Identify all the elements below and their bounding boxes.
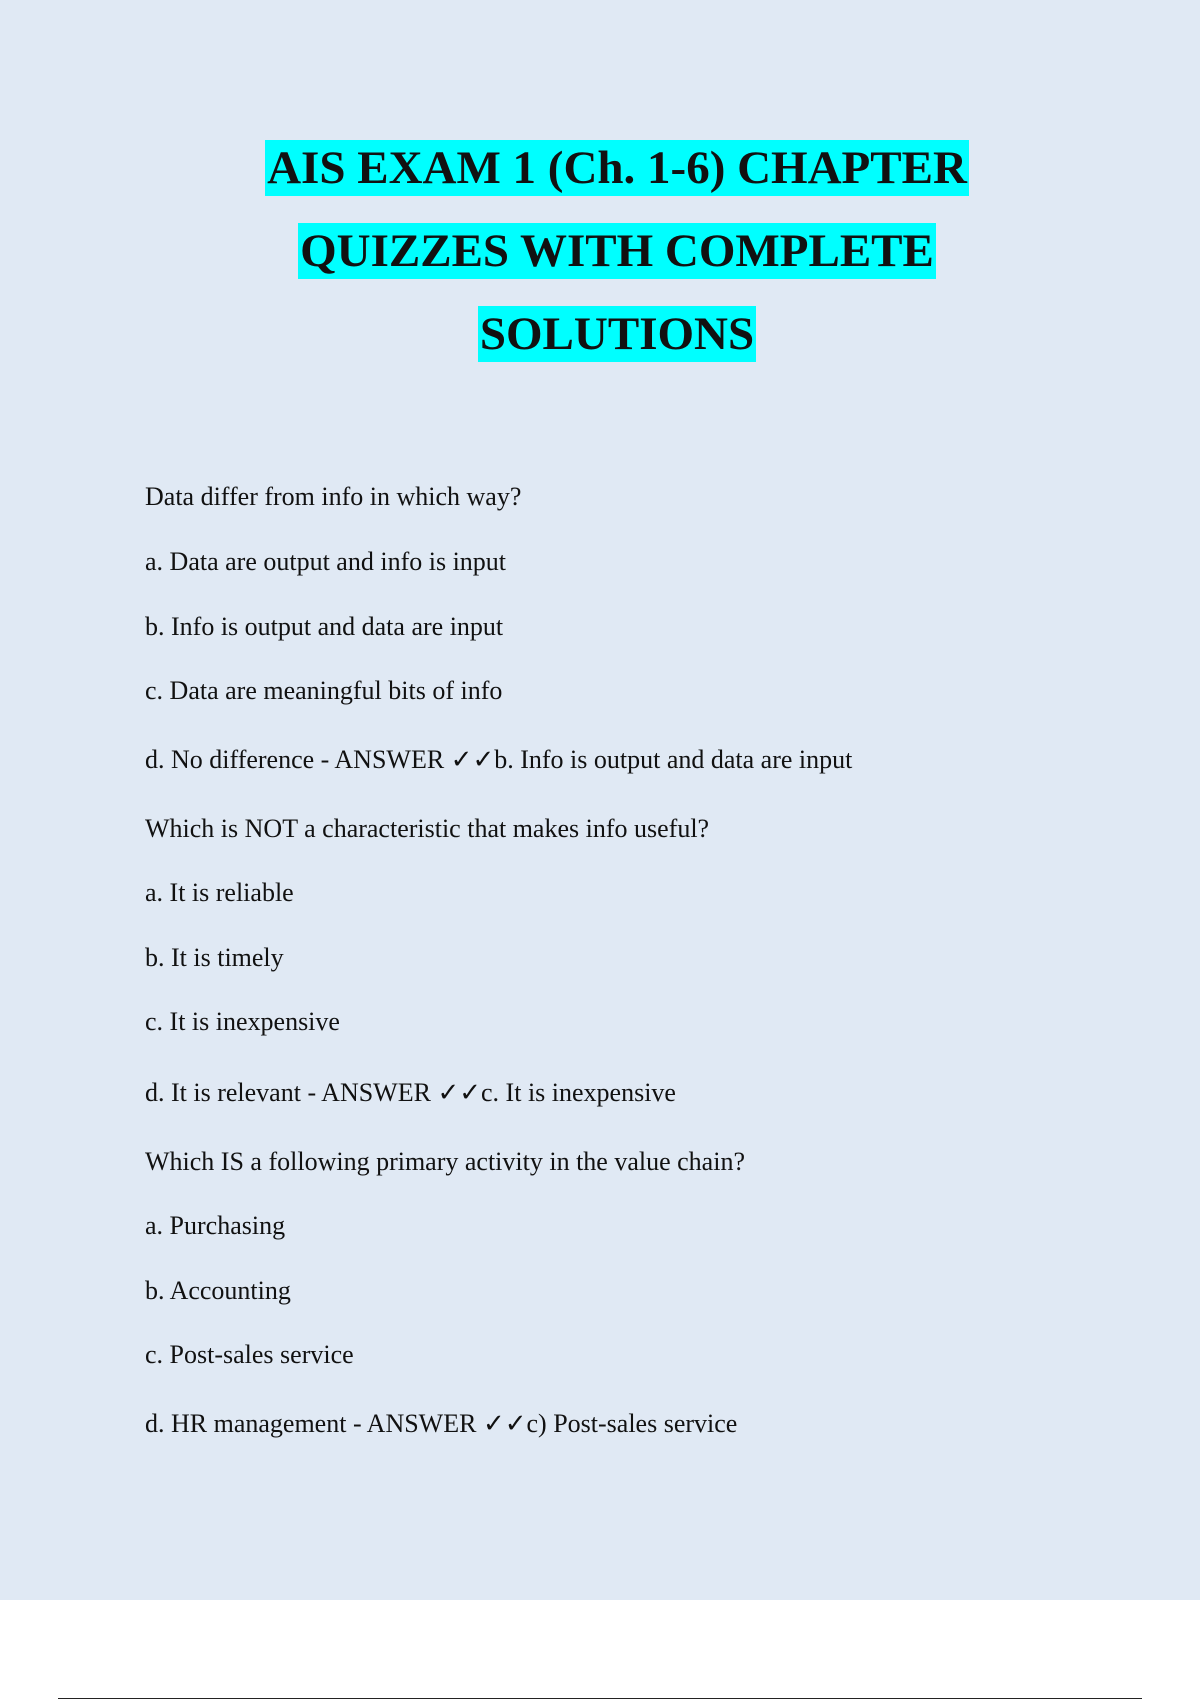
title-line-2: QUIZZES WITH COMPLETE xyxy=(300,225,934,277)
question-1-option-d-answer: d. No difference - ANSWER ✓✓b. Info is output and data are input xyxy=(145,745,853,774)
title-line-3: SOLUTIONS xyxy=(479,308,755,360)
question-1-option-b: b. Info is output and data are input xyxy=(145,612,504,641)
question-2-option-c: c. It is inexpensive xyxy=(145,1007,340,1036)
question-2-option-b: b. It is timely xyxy=(145,943,284,972)
question-1: Data differ from info in which way? xyxy=(145,482,522,511)
question-3-option-a: a. Purchasing xyxy=(145,1211,286,1240)
question-3: Which IS a following primary activity in the value chain? xyxy=(145,1147,745,1176)
question-3-option-b: b. Accounting xyxy=(145,1276,291,1305)
question-3-option-d-answer: d. HR management - ANSWER ✓✓c) Post-sales service xyxy=(145,1409,738,1438)
question-2-option-d-answer: d. It is relevant - ANSWER ✓✓c. It is inexpensive xyxy=(145,1078,676,1107)
page-footer-area xyxy=(0,1600,1200,1700)
question-3-option-c: c. Post-sales service xyxy=(145,1340,354,1369)
question-2: Which is NOT a characteristic that makes info useful? xyxy=(145,814,710,843)
footer-divider xyxy=(58,1698,1142,1699)
question-1-option-a: a. Data are output and info is input xyxy=(145,547,507,576)
title-line-1: AIS EXAM 1 (Ch. 1-6) CHAPTER xyxy=(267,142,967,194)
question-1-option-c: c. Data are meaningful bits of info xyxy=(145,676,503,705)
document-title xyxy=(0,140,1200,389)
question-2-option-a: a. It is reliable xyxy=(145,878,294,907)
